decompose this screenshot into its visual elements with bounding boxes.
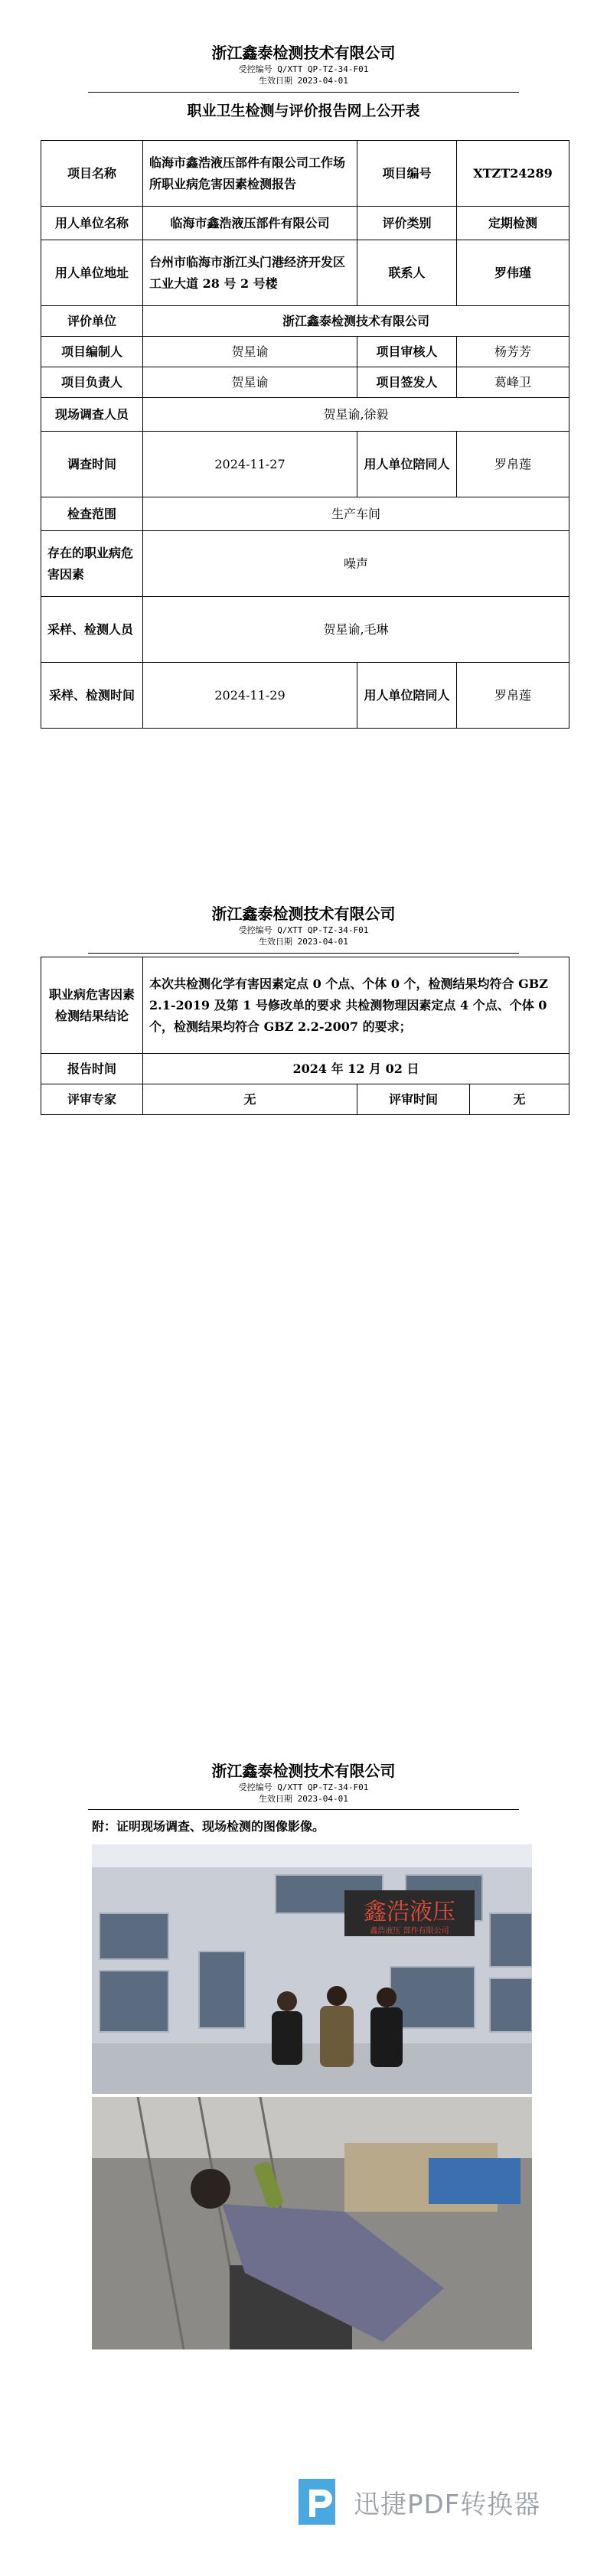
leader-label: 项目负责人	[41, 367, 143, 398]
expert-label: 评审专家	[41, 1084, 143, 1115]
employer-value: 临海市鑫浩液压部件有限公司	[143, 207, 357, 240]
company-name: 浙江鑫泰检测技术有限公司	[211, 1762, 396, 1780]
led-sign-subtext: 鑫浩液压 部件有限公司	[370, 1927, 449, 1935]
hazards-label: 存在的职业病危害因素	[41, 531, 143, 597]
header-rule	[88, 1809, 519, 1810]
page-title: 职业卫生检测与评价报告网上公开表	[187, 103, 420, 119]
leader-value: 贺星谕	[143, 367, 357, 398]
review-time-label: 评审时间	[357, 1084, 470, 1115]
page-header	[0, 903, 607, 947]
watermark-brand-text: 迅捷PDF转换器	[354, 2489, 541, 2520]
survey-staff-value: 贺星谕,徐毅	[143, 398, 569, 432]
survey-time-label: 调查时间	[41, 432, 143, 497]
attachment-note: 附：证明现场调查、现场检测的图像影像。	[92, 1819, 325, 1834]
scope-label: 检查范围	[41, 497, 143, 531]
project-no-value: XTZT24289	[457, 141, 569, 207]
disclosure-table	[41, 140, 569, 729]
project-no-label: 项目编号	[357, 141, 457, 207]
company-name: 浙江鑫泰检测技术有限公司	[211, 905, 396, 923]
effective-date: 生效日期 2023-04-01	[259, 937, 348, 947]
address-value: 台州市临海市浙江头门港经济开发区工业大道 28 号 2 号楼	[143, 240, 357, 306]
survey-time-value: 2024-11-27	[143, 432, 357, 497]
sampling-time-label: 采样、检测时间	[41, 663, 143, 729]
doc-code: 受控编号 Q/XTT QP-TZ-34-F01	[238, 1782, 369, 1792]
review-time-value: 无	[470, 1084, 569, 1115]
effective-date: 生效日期 2023-04-01	[259, 76, 348, 86]
contact-label: 联系人	[357, 240, 457, 306]
reviewer-value: 杨芳芳	[457, 337, 569, 367]
compiler-label: 项目编制人	[41, 337, 143, 367]
escort1-value: 罗帛莲	[457, 432, 569, 497]
site-survey-photo	[92, 1844, 532, 2094]
reviewer-label: 项目审核人	[357, 337, 457, 367]
eval-type-value: 定期检测	[457, 207, 569, 240]
conclusion-value: 本次共检测化学有害因素定点 0 个点、个体 0 个，检测结果均符合 GBZ 2.1-2019 及第 1 号修改单的要求 共检测物理因素定点 4 个点、个体 0 个，检测结果均符合 GBZ 2.2-2007 的要求；	[143, 957, 569, 1054]
issuer-value: 葛峰卫	[457, 367, 569, 398]
survey-staff-label: 现场调查人员	[41, 398, 143, 432]
escort1-label: 用人单位陪同人	[357, 432, 457, 497]
effective-date: 生效日期 2023-04-01	[259, 1794, 348, 1804]
doc-code: 受控编号 Q/XTT QP-TZ-34-F01	[238, 64, 369, 74]
header-rule	[88, 92, 519, 93]
eval-type-label: 评价类别	[357, 207, 457, 240]
address-label: 用人单位地址	[41, 240, 143, 306]
sampling-staff-label: 采样、检测人员	[41, 597, 143, 663]
report-time-label: 报告时间	[41, 1054, 143, 1084]
page-header	[0, 42, 607, 86]
escort2-label: 用人单位陪同人	[357, 663, 457, 729]
hazards-value: 噪声	[143, 531, 569, 597]
expert-value: 无	[143, 1084, 357, 1115]
doc-code: 受控编号 Q/XTT QP-TZ-34-F01	[238, 925, 369, 935]
pdf-converter-watermark	[289, 2474, 540, 2529]
eval-unit-label: 评价单位	[41, 306, 143, 337]
employer-label: 用人单位名称	[41, 207, 143, 240]
sampling-staff-value: 贺星谕,毛琳	[143, 597, 569, 663]
page-header	[0, 1760, 607, 1805]
scope-value: 生产车间	[143, 497, 569, 531]
company-name: 浙江鑫泰检测技术有限公司	[211, 44, 396, 62]
pdf-converter-logo-icon	[289, 2474, 344, 2529]
compiler-value: 贺星谕	[143, 337, 357, 367]
led-sign-text: 鑫浩液压	[364, 1899, 455, 1925]
site-testing-photo	[92, 2097, 532, 2349]
project-name-label: 项目名称	[41, 141, 143, 207]
conclusion-table	[41, 957, 569, 1115]
issuer-label: 项目签发人	[357, 367, 457, 398]
eval-unit-value: 浙江鑫泰检测技术有限公司	[143, 306, 569, 337]
sampling-time-value: 2024-11-29	[143, 663, 357, 729]
header-rule	[88, 953, 519, 954]
conclusion-label: 职业病危害因素检测结果结论	[41, 957, 143, 1054]
escort2-value: 罗帛莲	[457, 663, 569, 729]
contact-value: 罗伟瑾	[457, 240, 569, 306]
project-name-value: 临海市鑫浩液压部件有限公司工作场所职业病危害因素检测报告	[143, 141, 357, 207]
report-time-value: 2024 年 12 月 02 日	[143, 1054, 569, 1084]
